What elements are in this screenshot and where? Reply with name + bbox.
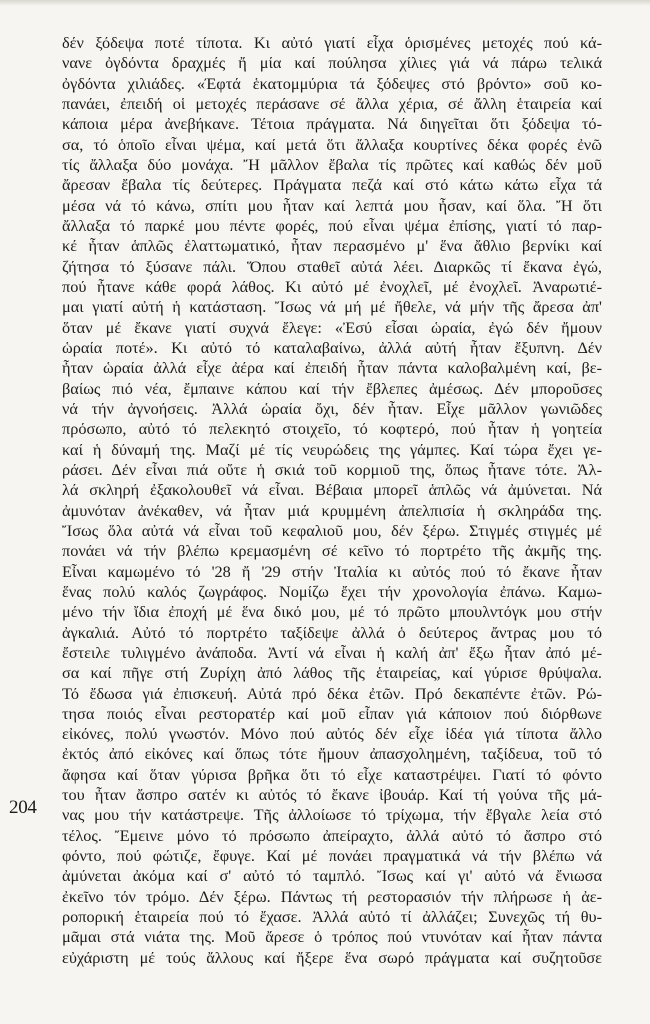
text-line: ὡραία ποτέ». Κι αὐτό τό καταλαβαίνω, ἀλλά αὐτή ἦταν ἔξυπνη. Δέν xyxy=(62,337,602,357)
text-line: ἄφησα καί ὅταν γύρισα βρῆκα ὅτι τό εἶχε καταστρέψει. Γιατί τό φόντο xyxy=(62,764,602,784)
text-line: ἐκεῖνο τόν τρόμο. Δέν ξέρω. Πάντως τή ρεστορασιόν τήν πλήρωσε ἡ ἀε- xyxy=(62,886,602,906)
text-line: ροπορική ἑταιρεία πού τό ἔχασε. Ἀλλά αὐτό τί ἀλλάζει; Συνεχῶς τή θυ- xyxy=(62,907,602,927)
text-line: δέν ξόδεψα ποτέ τίποτα. Κι αὐτό γιατί εἶχα ὁρισμένες μετοχές πού κά- xyxy=(62,33,602,52)
text-line: ἄρεσαν ἔβαλα τίς δεύτερες. Πράγματα πεζά καί στό κάτω κάτω εἶχα τά xyxy=(62,175,602,195)
text-line: ἐκτός ἀπό εἰκόνες καί ὅπως τότε ἤμουν ἀπασχολημένη, ταξίδευα, τοῦ τό xyxy=(62,744,602,764)
text-line: πρόσωπο, αὐτό τό πελεκητό στοιχεῖο, τό κοφτερό, πού ἦταν ἡ γοητεία xyxy=(62,419,602,439)
text-line: του ἦταν ἄσπρο σατέν κι αὐτός τό ἔκανε ἰβουάρ. Καί τή γούνα τῆς μά- xyxy=(62,785,602,805)
page-top-edge xyxy=(0,0,650,6)
text-line: ἦταν ὡραία ἀλλά εἶχε ἀέρα καί ἐπειδή ἦταν πάντα καλοβαλμένη καί, βε- xyxy=(62,358,602,378)
text-line: πανάει, ἐπειδή οἱ μετοχές περάσανε σέ ἄλλα χέρια, σέ ἄλλη ἑταιρεία καί xyxy=(62,93,602,113)
text-line: πονάει νά τήν βλέπω κρεμασμένη σέ κεῖνο τό πορτρέτο τῆς ἀκμῆς της. xyxy=(62,541,602,561)
text-line: ἔστειλε τυλιγμένο ἀνάποδα. Ἀντί νά εἶναι ἡ καλή ἀπ' ἔξω ἦταν ἀπό μέ- xyxy=(62,642,602,662)
text-line: ἀμυνόταν ἀνέκαθεν, νά ἦταν μιά κρυμμένη ἀπελπισία ἡ σκληράδα της. xyxy=(62,500,602,520)
text-line: ἀμύνεται ἀκόμα καί σ' αὐτό τό ταμπλό. Ἴσως καί γι' αὐτό νά ἔνιωσα xyxy=(62,866,602,886)
text-line: κάποια μέρα ἀνεβήκανε. Τέτοια πράγματα. Νά διηγεῖται ὅτι ξόδεψα τό- xyxy=(62,114,602,134)
text-line: ράσει. Δέν εἶναι πιά οὔτε ἡ σκιά τοῦ κορμιοῦ της, ὅπως ἦτανε τότε. Ἀλ- xyxy=(62,459,602,479)
text-line: ὅταν μέ ἔκανε γιατί συχνά ἔλεγε: «Ἐσύ εἶσαι ὡραία, ἐγώ δέν ἤμουν xyxy=(62,317,602,337)
text-line: Τό ἔδωσα γιά ἐπισκευή. Αὐτά πρό δέκα ἐτῶν. Πρό δεκαπέντε ἐτῶν. Ρώ- xyxy=(62,683,602,703)
text-line: εἰκόνες, πολύ γνωστόν. Μόνο πού αὐτός δέν εἶχε ἰδέα γιά τίποτα ἄλλο xyxy=(62,724,602,744)
text-line: Εἶναι καμωμένο τό '28 ἤ '29 στήν Ἰταλία κι αὐτός πού τό ἔκανε ἦταν xyxy=(62,561,602,581)
text-line: ζήτησα τό ξύσανε πάλι. Ὅπου σταθεῖ αὐτά λέει. Διαρκῶς τί ἔκανα ἐγώ, xyxy=(62,256,602,276)
text-line: ὀγδόντα χιλιάδες. «Έφτά ἑκατομμύρια τά ξόδεψες στό βρόντο» σοῦ κο- xyxy=(62,73,602,93)
text-line: νας μου τήν κατάστρεψε. Τῆς ἀλλοίωσε τό τρίχωμα, τήν ἔβγαλε λεία στό xyxy=(62,805,602,825)
text-line: πού ἦτανε κάθε φορά λάθος. Κι αὐτό μέ ἐνοχλεῖ, μέ ἐνοχλεῖ. Ἀναρωτιέ- xyxy=(62,276,602,296)
text-line: νά τήν ἀγνοήσεις. Ἀλλά ὡραία ὄχι, δέν ἦταν. Εἶχε μᾶλλον γωνιῶδες xyxy=(62,398,602,418)
text-line: τέλος. Ἔμεινε μόνο τό πρόσωπο ἀπείραχτο, ἀλλά αὐτό τό ἄσπρο στό xyxy=(62,825,602,845)
text-line: ἕνας πολύ καλός ζωγράφος. Νομίζω ἔχει τήν χρονολογία ἐπάνω. Καμω- xyxy=(62,581,602,601)
body-text xyxy=(62,33,602,968)
text-line: μαι γιατί αὐτή ἡ κατάσταση. Ἴσως νά μή μέ ἤθελε, νά μήν τῆς ἄρεσα ἀπ' xyxy=(62,297,602,317)
text-line: βαίως πιό νέα, ἔμπαινε κάπου καί τήν ἔβλεπες ἀμέσως. Δέν μποροῦσες xyxy=(62,378,602,398)
text-line: Ἴσως ὅλα αὐτά νά εἶναι τοῦ κεφαλιοῦ μου, δέν ξέρω. Στιγμές στιγμές μέ xyxy=(62,520,602,540)
text-line: σα καί πῆγε στή Ζυρίχη ἀπό λάθος τῆς ἑταιρείας, καί γύρισε θρύψαλα. xyxy=(62,663,602,683)
text-line: φόντο, πού φώτιζε, ἔφυγε. Καί μέ πονάει πραγματικά νά τήν βλέπω νά xyxy=(62,846,602,866)
text-line: κέ ἦταν ἁπλῶς ἐλαττωματικό, ἦταν περασμένο μ' ἕνα ἄθλιο βερνίκι καί xyxy=(62,236,602,256)
text-line: λά σκληρή ἐξακολουθεῖ νά εἶναι. Βέβαια μπορεῖ ἁπλῶς νά ἀμύνεται. Νά xyxy=(62,480,602,500)
page-number: 204 xyxy=(9,797,37,818)
text-line: τίς ἄλλαξα δύο μονάχα. Ἤ μᾶλλον ἔβαλα τίς πρῶτες καί καθώς δέν μοῦ xyxy=(62,154,602,174)
text-line: μένο τήν ἴδια ἐποχή μέ ἕνα δικό μου, μέ τό πρῶτο μπουλντόγκ μου στήν xyxy=(62,602,602,622)
text-line: ἄλλαξα τό παρκέ μου πέντε φορές, πού εἶναι ψέμα ἐπίσης, γιατί τό παρ- xyxy=(62,215,602,235)
text-line: σα, τό ὁποῖο εἶναι ψέμα, καί μετά ὅτι ἄλλαξα κουρτίνες δέκα φορές ἐνῶ xyxy=(62,134,602,154)
text-line: μέσα νά τό κάνω, σπίτι μου ἦταν καί λεπτά μου ἦσαν, καί ὅλα. Ἤ ὅτι xyxy=(62,195,602,215)
text-line: εὐχάριστη μέ τούς ἄλλους καί ἤξερε ἕνα σωρό πράγματα καί συζητοῦσε xyxy=(62,947,602,967)
text-line: τησα ποιός εἶναι ρεστορατέρ καί μοῦ εἶπαν γιά κάποιον πού διόρθωνε xyxy=(62,703,602,723)
text-line: ἀγκαλιά. Αὐτό τό πορτρέτο ταξίδεψε ἀλλά ὁ δεύτερος ἄντρας μου τό xyxy=(62,622,602,642)
text-line: καί ἡ δύναμή της. Μαζί μέ τίς νευρώδεις της γάμπες. Καί τώρα ἔχει γε- xyxy=(62,439,602,459)
text-line: μᾶμαι στά νιάτα της. Μοῦ ἄρεσε ὁ τρόπος πού ντυνόταν καί ἦταν πάντα xyxy=(62,927,602,947)
text-line: νανε ὀγδόντα δραχμές ἤ μία καί πούλησα χίλιες γιά νά πάρω τελικά xyxy=(62,53,602,73)
